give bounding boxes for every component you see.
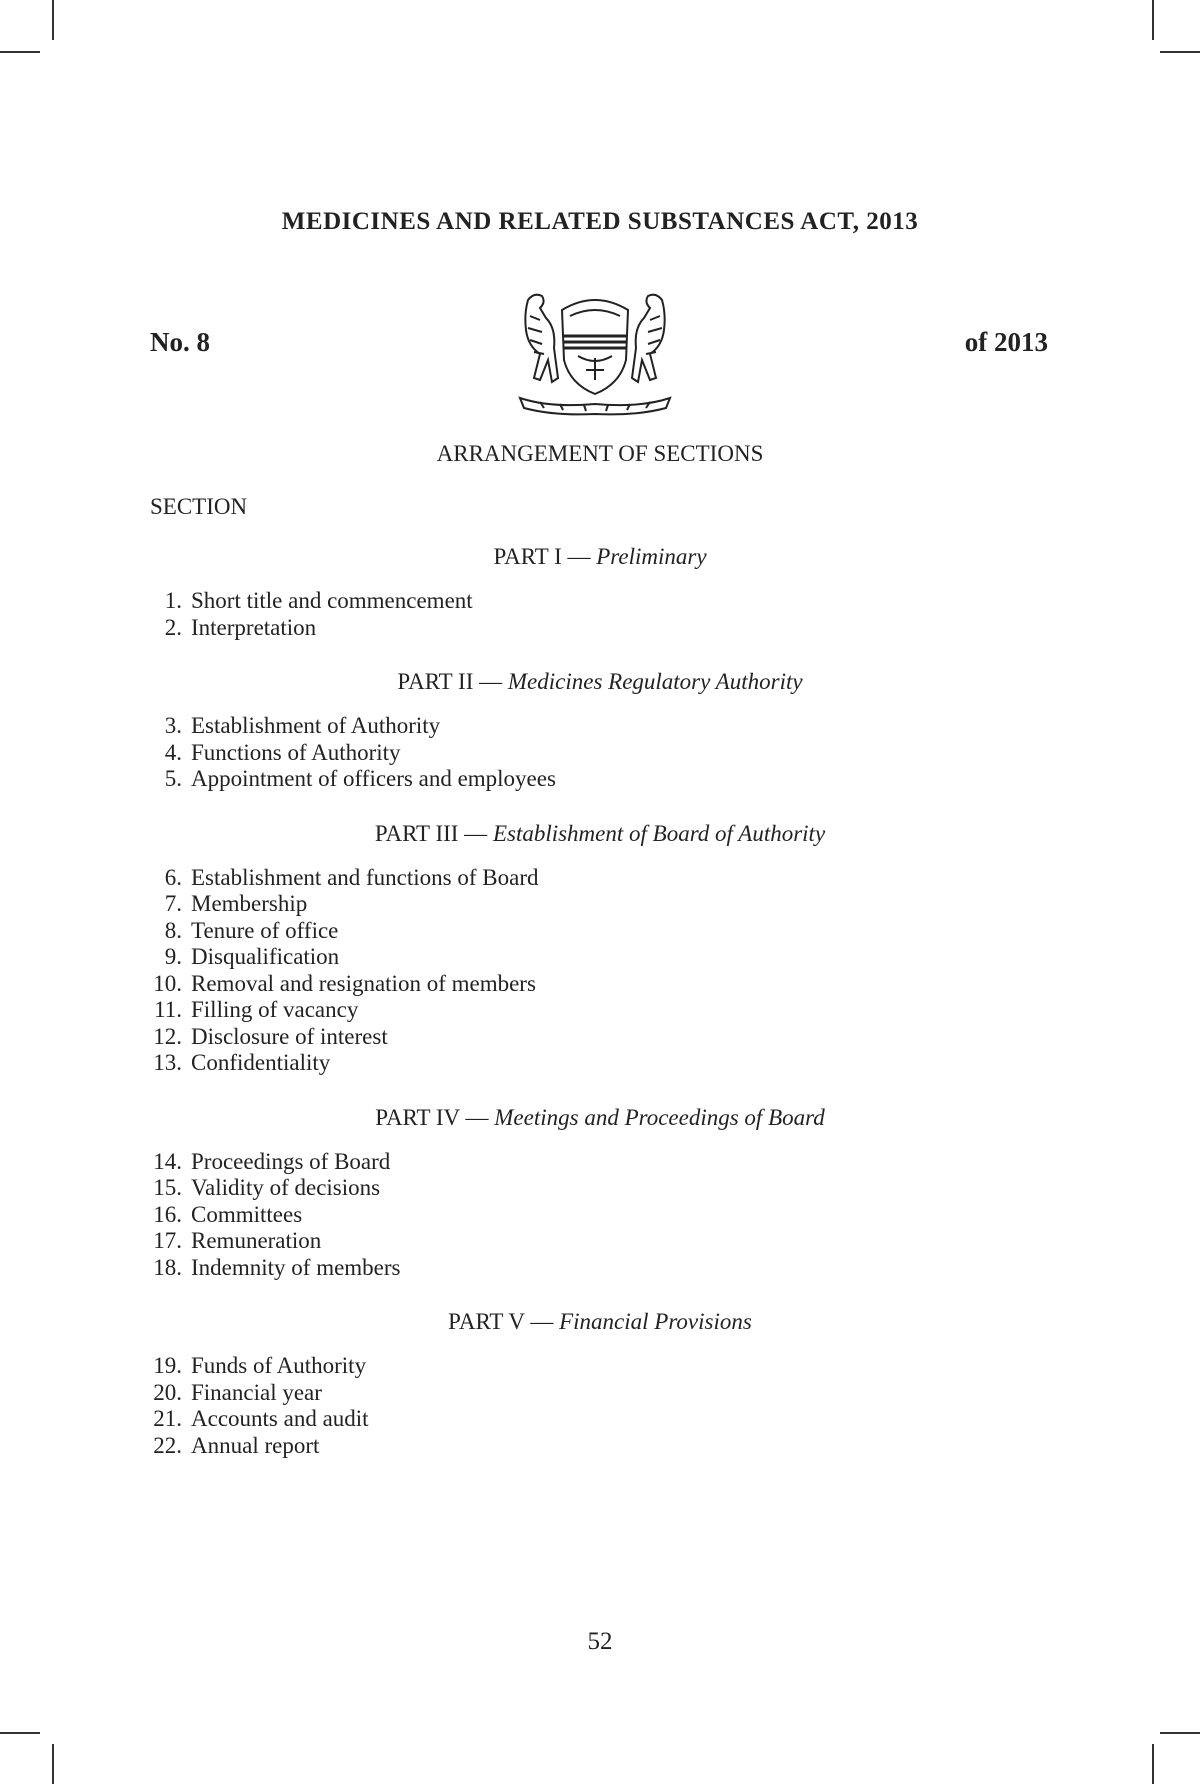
section-number: 11. bbox=[154, 997, 182, 1022]
crop-mark-top-right-vertical bbox=[1152, 0, 1154, 40]
section-number: 13. bbox=[153, 1050, 182, 1075]
section-number: 17. bbox=[153, 1228, 182, 1253]
section-title: Remuneration bbox=[191, 1228, 322, 1253]
section-list bbox=[0, 865, 1200, 1077]
section-number: 14. bbox=[153, 1148, 182, 1174]
part-heading bbox=[0, 1105, 1200, 1131]
list-item bbox=[0, 1024, 1200, 1051]
list-item bbox=[0, 766, 1200, 793]
section-title: Committees bbox=[191, 1201, 303, 1227]
list-item bbox=[0, 740, 1200, 767]
list-item bbox=[0, 1406, 1200, 1433]
section-number: 12. bbox=[153, 1023, 182, 1049]
section-title: Indemnity of members bbox=[191, 1254, 401, 1280]
section-number: 5. bbox=[164, 766, 182, 791]
section-title: Filling of vacancy bbox=[191, 997, 359, 1022]
list-item bbox=[0, 1380, 1200, 1407]
list-item bbox=[0, 713, 1200, 740]
section-number: 4. bbox=[164, 739, 182, 765]
section-title: Proceedings of Board bbox=[191, 1148, 391, 1174]
section-title: Disqualification bbox=[191, 944, 340, 969]
list-item bbox=[0, 1202, 1200, 1229]
section-title: Disclosure of interest bbox=[191, 1023, 388, 1049]
list-item bbox=[0, 1255, 1200, 1282]
section-number: 2. bbox=[164, 614, 182, 640]
section-title: Removal and resignation of members bbox=[191, 970, 536, 996]
act-year: of 2013 bbox=[964, 327, 1048, 357]
list-item bbox=[0, 1050, 1200, 1077]
section-title: Interpretation bbox=[191, 614, 317, 640]
part-label: PART III — bbox=[374, 820, 488, 846]
part-heading bbox=[0, 544, 1200, 570]
crop-mark-top-left-vertical bbox=[52, 0, 54, 40]
table-of-contents bbox=[0, 520, 1200, 1459]
part-name: Financial Provisions bbox=[559, 1309, 752, 1334]
section-title: Confidentiality bbox=[191, 1050, 331, 1075]
section-number: 8. bbox=[164, 917, 182, 943]
list-item bbox=[0, 615, 1200, 642]
part-name: Preliminary bbox=[596, 544, 707, 569]
section-title: Establishment of Authority bbox=[191, 713, 441, 738]
section-number: 15. bbox=[153, 1175, 182, 1200]
list-item bbox=[0, 891, 1200, 918]
section-number: 19. bbox=[153, 1353, 182, 1378]
part-heading bbox=[0, 669, 1200, 695]
section-list bbox=[0, 588, 1200, 641]
act-number: No. 8 bbox=[150, 327, 210, 357]
list-item bbox=[0, 1149, 1200, 1176]
section-title: Funds of Authority bbox=[191, 1353, 367, 1378]
section-number: 20. bbox=[153, 1379, 182, 1405]
section-number: 18. bbox=[153, 1254, 182, 1280]
section-number: 3. bbox=[164, 713, 182, 738]
section-title: Appointment of officers and employees bbox=[191, 766, 556, 791]
act-title: MEDICINES AND RELATED SUBSTANCES ACT, 2013 bbox=[281, 208, 919, 235]
list-item bbox=[0, 971, 1200, 998]
part-heading bbox=[0, 1309, 1200, 1335]
list-item bbox=[0, 918, 1200, 945]
section-number: 7. bbox=[164, 891, 182, 916]
list-item bbox=[0, 1175, 1200, 1202]
part-name: Establishment of Board of Authority bbox=[492, 820, 826, 846]
part-name: Medicines Regulatory Authority bbox=[507, 669, 803, 694]
crop-mark-bottom-right-horizontal bbox=[1160, 1732, 1200, 1734]
crop-mark-top-right-horizontal bbox=[1160, 51, 1200, 53]
section-title: Establishment and functions of Board bbox=[191, 864, 539, 890]
crop-mark-bottom-left-vertical bbox=[52, 1744, 54, 1784]
section-title: Membership bbox=[191, 891, 308, 916]
part-label: PART V — bbox=[448, 1309, 554, 1334]
part-name: Meetings and Proceedings of Board bbox=[494, 1104, 825, 1130]
coat-of-arms-icon bbox=[500, 286, 690, 422]
part-label: PART I — bbox=[493, 544, 591, 569]
crop-mark-bottom-right-vertical bbox=[1152, 1744, 1154, 1784]
section-title: Accounts and audit bbox=[191, 1406, 369, 1431]
arrangement-heading: ARRANGEMENT OF SECTIONS bbox=[436, 441, 764, 466]
section-number: 9. bbox=[164, 944, 182, 969]
section-number: 21. bbox=[153, 1406, 182, 1431]
section-list bbox=[0, 713, 1200, 793]
section-title: Short title and commencement bbox=[191, 588, 473, 613]
list-item bbox=[0, 1433, 1200, 1460]
section-number: 6. bbox=[164, 864, 182, 890]
part-heading bbox=[0, 821, 1200, 847]
list-item bbox=[0, 588, 1200, 615]
section-title: Validity of decisions bbox=[191, 1175, 381, 1200]
section-title: Annual report bbox=[191, 1432, 320, 1458]
section-list bbox=[0, 1353, 1200, 1459]
list-item bbox=[0, 865, 1200, 892]
part-label: PART II — bbox=[397, 669, 503, 694]
list-item bbox=[0, 1228, 1200, 1255]
list-item bbox=[0, 944, 1200, 971]
section-number: 16. bbox=[153, 1201, 182, 1227]
section-title: Tenure of office bbox=[191, 917, 339, 943]
section-number: 22. bbox=[153, 1432, 182, 1458]
section-title: Financial year bbox=[191, 1379, 322, 1405]
page-number: 52 bbox=[587, 1628, 613, 1655]
section-title: Functions of Authority bbox=[191, 739, 401, 765]
list-item bbox=[0, 997, 1200, 1024]
list-item bbox=[0, 1353, 1200, 1380]
section-column-label: SECTION bbox=[150, 494, 248, 519]
crop-mark-bottom-left-horizontal bbox=[0, 1732, 40, 1734]
part-label: PART IV — bbox=[375, 1104, 489, 1130]
section-number: 10. bbox=[153, 970, 182, 996]
crop-mark-top-left-horizontal bbox=[0, 51, 40, 53]
section-number: 1. bbox=[164, 588, 182, 613]
section-list bbox=[0, 1149, 1200, 1282]
